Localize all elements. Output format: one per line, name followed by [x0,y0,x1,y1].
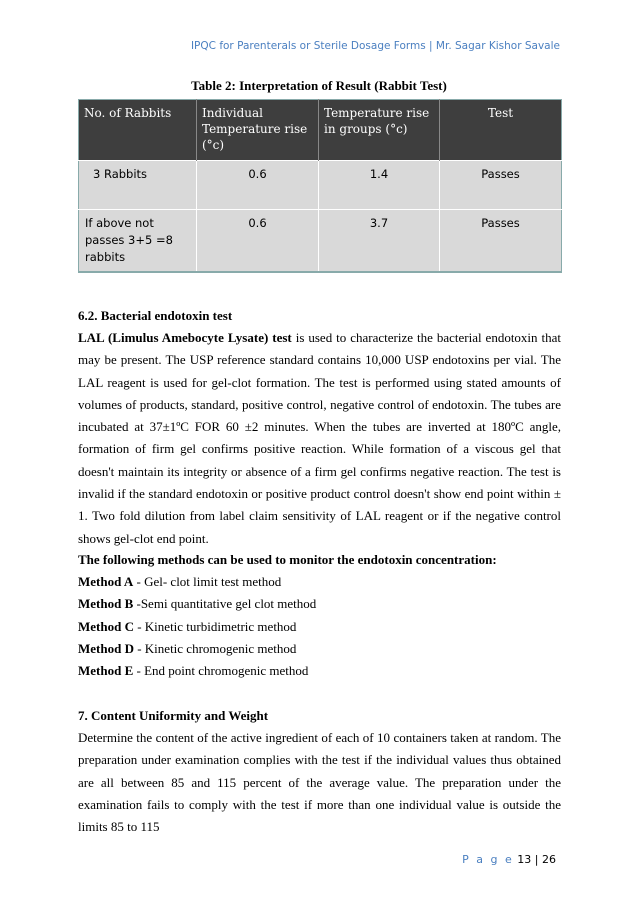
list-item: Method B -Semi quantitative gel clot method [78,596,317,612]
section-heading: 7. Content Uniformity and Weight [78,708,269,723]
list-item: Method C - Kinetic turbidimetric method [78,618,297,634]
endotoxin-paragraph [78,327,561,550]
table-cell: 0.6 [197,161,319,210]
col-header-individual-rise: Individual Temperature rise (°c) [197,100,319,161]
methods-list [78,571,561,682]
list-item: Method E - End point chromogenic method [78,663,309,679]
table-cell: Passes [440,210,562,273]
page-footer [462,853,556,866]
table-caption: Table 2: Interpretation of Result (Rabbit Test) [191,78,447,93]
section-heading: 6.2. Bacterial endotoxin test [78,308,233,323]
table-cell: 3 Rabbits [79,161,197,210]
running-header: IPQC for Parenterals or Sterile Dosage Forms | Mr. Sagar Kishor Savale [190,40,560,52]
table-cell: Passes [440,161,562,210]
table-cell: If above not passes 3+5 =8 rabbits [79,210,197,273]
methods-intro: The following methods can be used to monitor the endotoxin concentration: [78,552,497,567]
lal-term: LAL (Limulus Amebocyte Lysate) test [78,330,292,345]
list-item: Method D - Kinetic chromogenic method [78,640,297,656]
page-word: P a g e [462,853,514,866]
table-cell: 0.6 [197,210,319,273]
table-row [79,161,562,210]
table-cell: 1.4 [319,161,440,210]
table-cell: 3.7 [319,210,440,273]
table-row [79,210,562,273]
rabbit-test-table [78,99,562,273]
col-header-group-rise: Temperature rise in groups (°c) [319,100,440,161]
paragraph-text: is used to characterize the bacterial endotoxin that may be present. The USP reference standard contains 10,000 USP endotoxins per vial. The LAL reagent is used for gel-clot formation. The test is performed using stated amounts of volumes of products, standard, positive control, negative control of endotoxin. The tubes are incubated at 37±1ºC FOR 60 ±2 minutes. When the tubes are inverted at 180ºC angle, formation of firm gel confirms positive reaction. While formation of a viscous gel that doesn't maintain its integrity or absence of a firm gel confirms negative reaction. The test is invalid if the standard endotoxin or positive product control doesn't show end point within ± 1. Two fold dilution from label claim sensitivity of LAL reagent or if the negative control shows gel-clot end point. [78,330,562,546]
content-uniformity-paragraph: Determine the content of the active ingredient of each of 10 containers taken at random. The preparation under examination complies with the test if the individual values thus obtained are all between 85 and 115 percent of the average value. The preparation under the examination fails to comply with the test if more than one individual value is outside the limits 85 to 115 [78,730,561,835]
list-item: Method A - Gel- clot limit test method [78,574,282,589]
page-number: 13 | 26 [517,853,556,866]
col-header-rabbits: No. of Rabbits [79,100,197,161]
col-header-test: Test [440,100,562,161]
